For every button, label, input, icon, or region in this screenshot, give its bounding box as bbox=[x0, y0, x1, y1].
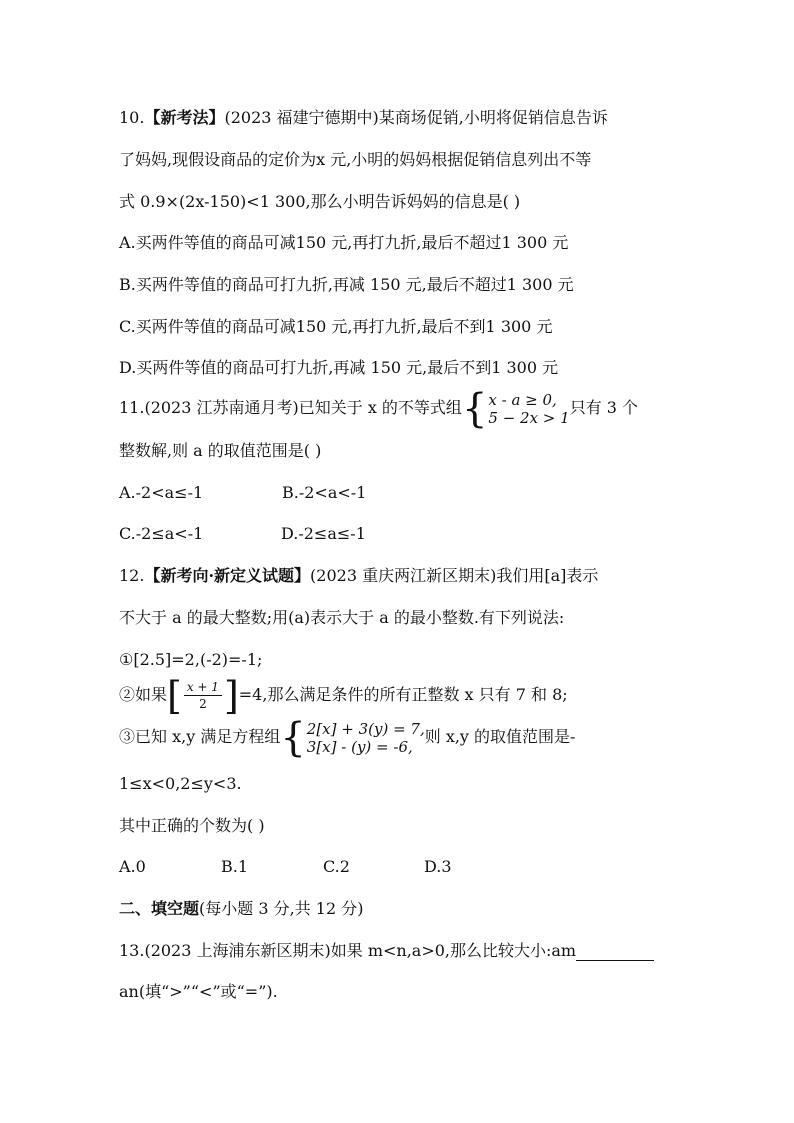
q11-suffix: 只有 3 个 bbox=[569, 398, 639, 417]
q10-text-1: (2023 福建宁德期中)某商场促销,小明将促销信息告诉 bbox=[224, 108, 608, 127]
q12-equation-system bbox=[280, 714, 425, 761]
left-bracket: [ bbox=[167, 673, 182, 718]
q12-line1 bbox=[119, 566, 598, 586]
q13-text-2: an(填“>”“<”或“=”). bbox=[119, 982, 278, 1001]
q12-option-c: C.2 bbox=[323, 857, 350, 876]
q11-inequality-system bbox=[461, 385, 570, 432]
q10-tag: 【新考法】 bbox=[144, 108, 225, 127]
q10-number: 10. bbox=[119, 108, 145, 127]
q11-line1 bbox=[119, 385, 639, 432]
q10-option-c: C.买两件等值的商品可减150 元,再打九折,最后不到1 300 元 bbox=[119, 317, 553, 336]
fraction-denominator: 2 bbox=[199, 697, 207, 711]
q12-number: 12. bbox=[119, 566, 145, 585]
q12-tag: 【新考向·新定义试题】 bbox=[144, 566, 311, 585]
q11-option-d: D.-2≤a≤-1 bbox=[281, 524, 366, 543]
q12-option-b: B.1 bbox=[221, 857, 249, 876]
q12-item2-prefix: ②如果 bbox=[119, 685, 168, 704]
q13-line1 bbox=[119, 941, 654, 961]
q11-option-b: B.-2<a<-1 bbox=[282, 483, 367, 502]
q10-text-2: 了妈妈,现假设商品的定价为x 元,小明的妈妈根据促销信息列出不等 bbox=[119, 150, 592, 169]
q12-item-1: ①[2.5]=2,(-2)=-1; bbox=[119, 650, 263, 669]
q12-text-2: 不大于 a 的最大整数;用(a)表示大于 a 的最小整数.有下列说法: bbox=[119, 608, 565, 627]
q10-line1 bbox=[119, 108, 608, 128]
q12-item3-line2: 1≤x<0,2≤y<3. bbox=[119, 774, 242, 793]
q12-item3-suffix: 则 x,y 的取值范围是- bbox=[424, 727, 576, 746]
q12-option-d: D.3 bbox=[424, 857, 452, 876]
q12-item-3 bbox=[119, 714, 576, 761]
q13-text-1: 13.(2023 上海浦东新区期末)如果 m<n,a>0,那么比较大小:am bbox=[119, 941, 577, 960]
q10-text-3: 式 0.9×(2x-150)<1 300,那么小明告诉妈妈的信息是( ) bbox=[119, 192, 521, 211]
q12-item2-suffix: =4,那么满足条件的所有正整数 x 只有 7 和 8; bbox=[238, 685, 568, 704]
q12-floor-fraction bbox=[167, 673, 239, 718]
q12-question: 其中正确的个数为( ) bbox=[119, 816, 265, 835]
q12-sys-row1: 2[x] + 3(y) = 7, bbox=[306, 719, 425, 738]
q10-option-d: D.买两件等值的商品可打九折,再减 150 元,最后不到1 300 元 bbox=[119, 358, 559, 377]
q11-option-a: A.-2<a≤-1 bbox=[119, 483, 204, 502]
q12-brace: { bbox=[280, 714, 306, 761]
section-title: 二、填空题 bbox=[119, 899, 200, 918]
answer-blank[interactable] bbox=[576, 944, 654, 961]
q12-sys-row2: 3[x] - (y) = -6, bbox=[306, 737, 413, 756]
right-bracket: ] bbox=[223, 673, 239, 718]
q10-option-a: A.买两件等值的商品可减150 元,再打九折,最后不超过1 300 元 bbox=[119, 233, 569, 252]
section-note: (每小题 3 分,共 12 分) bbox=[199, 899, 364, 918]
q11-sys-row1: x - a ≥ 0, bbox=[488, 390, 557, 409]
q12-item3-prefix: ③已知 x,y 满足方程组 bbox=[119, 727, 281, 746]
q11-sys-row2: 5 − 2x > 1 bbox=[488, 408, 570, 427]
q11-brace: { bbox=[461, 385, 488, 432]
q11-prefix: 11.(2023 江苏南通月考)已知关于 x 的不等式组 bbox=[119, 398, 462, 417]
q11-option-c: C.-2≤a<-1 bbox=[119, 524, 204, 543]
q10-option-b: B.买两件等值的商品可打九折,再减 150 元,最后不超过1 300 元 bbox=[119, 275, 574, 294]
fraction-numerator: x + 1 bbox=[184, 680, 222, 696]
q12-option-a: A.0 bbox=[119, 857, 146, 876]
q12-text-1: (2023 重庆两江新区期末)我们用[a]表示 bbox=[310, 566, 599, 585]
q12-item-2 bbox=[119, 673, 568, 718]
section-heading bbox=[119, 899, 363, 919]
q11-text-2: 整数解,则 a 的取值范围是( ) bbox=[119, 441, 322, 460]
